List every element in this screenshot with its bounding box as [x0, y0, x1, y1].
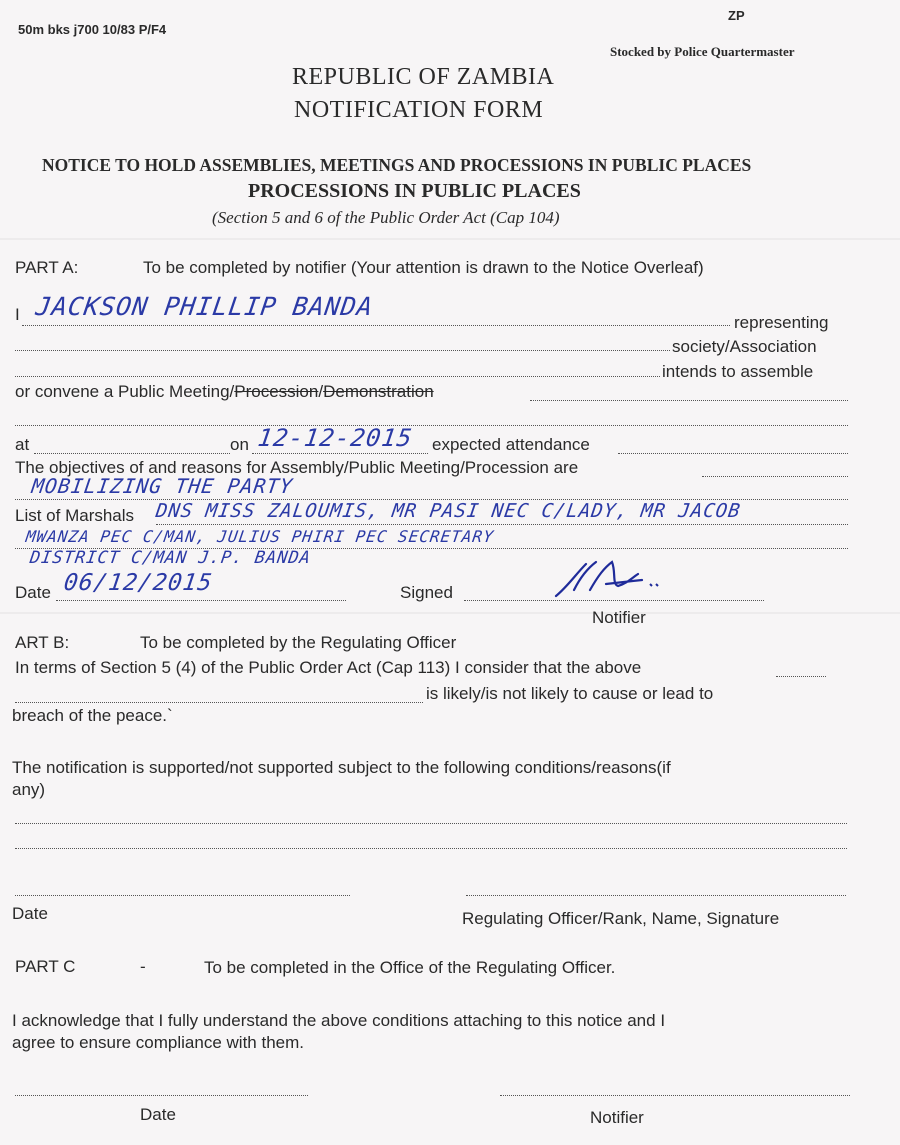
notifier-line-c[interactable] [500, 1095, 850, 1096]
notifier-name-field[interactable]: JACKSON PHILLIP BANDA [33, 292, 376, 321]
form-code: 50m bks j700 10/83 P/F4 [18, 22, 167, 37]
date-line-c[interactable] [15, 1095, 308, 1096]
date-label-a: Date [15, 583, 51, 602]
date-label-b: Date [12, 904, 48, 923]
part-b-line1: In terms of Section 5 (4) of the Public Order Act (Cap 113) I consider that the above [15, 658, 642, 677]
part-a-label: PART A: [15, 258, 79, 277]
notifier-label-c: Notifier [590, 1108, 644, 1127]
notifier-label-a: Notifier [592, 608, 646, 627]
part-b-line2: is likely/is not likely to cause or lead to [426, 684, 714, 703]
title-republic: REPUBLIC OF ZAMBIA [292, 64, 555, 90]
date-label-c: Date [140, 1105, 176, 1124]
marshals-field-line2[interactable]: MWANZA PEC C/MAN, JULIUS PHIRI PEC SECRETARY [24, 527, 496, 546]
convene-line: or convene a Public Meeting/Procession/Demonstration [15, 382, 434, 401]
conditions-line-1[interactable] [15, 823, 847, 824]
i-label: I [15, 305, 20, 324]
part-c-instruction: To be completed in the Office of the Regulating Officer. [204, 958, 616, 977]
subtitle-processions: PROCESSIONS IN PUBLIC PLACES [248, 180, 581, 202]
title-form: NOTIFICATION FORM [294, 97, 544, 123]
notifier-signature [546, 556, 686, 606]
date-signed-field[interactable]: 06/12/2015 [62, 570, 215, 596]
part-b-label: ART B: [15, 633, 70, 652]
officer-line[interactable] [466, 895, 846, 896]
date-line-b[interactable] [15, 895, 350, 896]
on-label: on [230, 435, 249, 454]
support-line1: The notification is supported/not supported subject to the following conditions/reasons(if [12, 758, 671, 777]
objectives-field[interactable]: MOBILIZING THE PARTY [30, 474, 295, 498]
conditions-line-2[interactable] [15, 848, 847, 849]
intends-label: intends to assemble [662, 362, 814, 381]
stocked-by: Stocked by Police Quartermaster [610, 44, 795, 59]
signed-label: Signed [400, 583, 453, 602]
marshals-field-line3[interactable]: DISTRICT C/MAN J.P. BANDA [28, 548, 313, 568]
marshals-field-line1[interactable]: DNS MISS ZALOUMIS, MR PASI NEC C/LADY, MR JACOB [154, 500, 743, 522]
event-date-field[interactable]: 12-12-2015 [256, 424, 415, 452]
subtitle-notice: NOTICE TO HOLD ASSEMBLIES, MEETINGS AND PROCESSIONS IN PUBLIC PLACES [42, 155, 752, 175]
support-line2: any) [12, 780, 46, 799]
zp-mark: ZP [728, 8, 745, 23]
at-label: at [15, 435, 30, 454]
representing-label: representing [734, 313, 829, 332]
society-label: society/Association [672, 337, 817, 356]
attendance-label: expected attendance [432, 435, 590, 454]
objectives-label: The objectives of and reasons for Assembly/Public Meeting/Procession are [15, 458, 579, 477]
ack-line2: agree to ensure compliance with them. [12, 1033, 304, 1052]
part-b-instruction: To be completed by the Regulating Officer [140, 633, 457, 652]
marshals-label: List of Marshals [15, 506, 135, 525]
ack-line1: I acknowledge that I fully understand the above conditions attaching to this notice and I [12, 1011, 666, 1030]
subtitle-section: (Section 5 and 6 of the Public Order Act (Cap 104) [212, 208, 560, 227]
part-c-dash: - [140, 957, 146, 976]
part-a-instruction: To be completed by notifier (Your attention is drawn to the Notice Overleaf) [143, 258, 704, 277]
part-b-line3: breach of the peace.` [12, 706, 173, 725]
part-c-label: PART C [15, 957, 76, 976]
officer-label: Regulating Officer/Rank, Name, Signature [462, 909, 780, 928]
